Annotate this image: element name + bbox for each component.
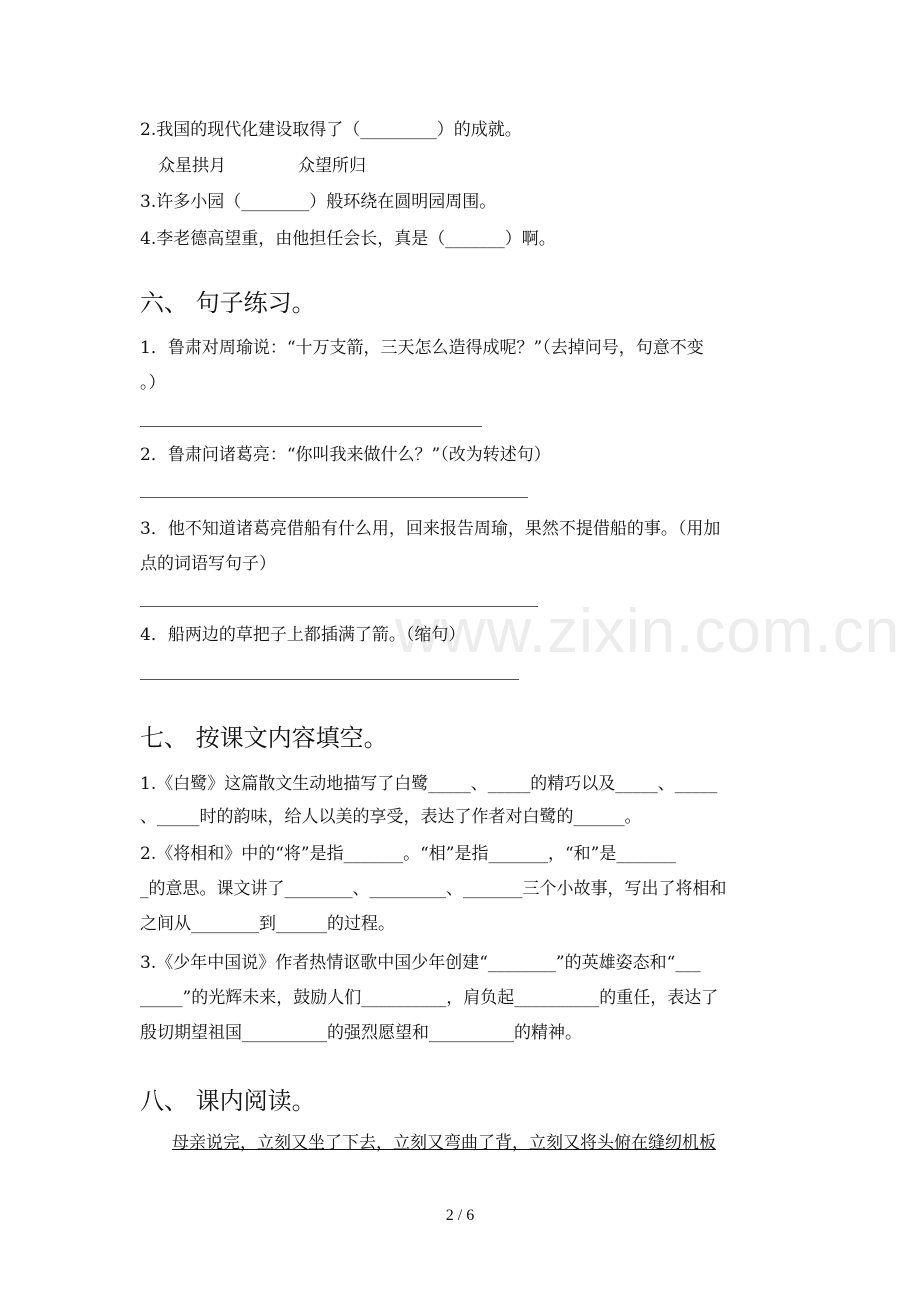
answer-line-6-1[interactable] (140, 426, 482, 427)
question-6-4: 4．船两边的草把子上都插满了箭。（缩句） (140, 625, 466, 645)
question-7-1-line1: 1.《白鹭》这篇散文生动地描写了白鹭_____、_____的精巧以及_____、_____ (140, 774, 718, 794)
option-2: 众望所归 (298, 156, 366, 176)
answer-line-6-3[interactable] (140, 606, 538, 607)
answer-line-6-2[interactable] (140, 497, 528, 498)
question-7-3-line1: 3.《少年中国说》作者热情讴歌中国少年创建“________”的英雄姿态和“___ (140, 953, 701, 973)
question-7-2-line3: 之间从________到______的过程。 (140, 914, 395, 934)
question-7-3-line2: _____”的光辉未来，鼓励人们__________，肩负起__________的重任，表达了 (140, 988, 719, 1008)
question-7-2-line1: 2.《将相和》中的“将”是指_______。“相”是指_______，“和”是_______ (140, 844, 676, 864)
page-number: 2 / 6 (445, 1207, 475, 1224)
question-7-2-line2: _的意思。课文讲了________、_________、_______三个小故事，写出了将相和 (140, 879, 727, 899)
section-7-title: 七、 按课文内容填空。 (140, 724, 388, 752)
question-5-2: 2.我国的现代化建设取得了（_________）的成就。 (140, 120, 522, 140)
section-8-title: 八、 课内阅读。 (140, 1087, 316, 1115)
question-6-1-line2: 。） (140, 373, 166, 393)
question-7-1-line2: 、_____时的韵味，给人以美的享受，表达了作者对白鹭的______。 (140, 807, 642, 827)
question-5-3: 3.许多小园（________）般环绕在圆明园周围。 (140, 192, 497, 212)
question-6-1-line1: 1．鲁肃对周瑜说：“十万支箭，三天怎么造得成呢？”（去掉问号，句意不变 (140, 338, 704, 358)
answer-line-6-4[interactable] (140, 679, 519, 680)
option-1: 众星拱月 (158, 156, 226, 176)
reading-passage-line1: 母亲说完，立刻又坐了下去，立刻又弯曲了背，立刻又将头俯在缝纫机板 (172, 1133, 716, 1153)
section-6-title: 六、 句子练习。 (140, 289, 316, 317)
question-5-4: 4.李老德高望重，由他担任会长，真是（_______）啊。 (140, 229, 556, 249)
question-6-3-line1: 3．他不知道诸葛亮借船有什么用，回来报告周瑜，果然不提借船的事。（用加 (140, 519, 721, 539)
question-6-2: 2．鲁肃问诸葛亮：“你叫我来做什么？”（改为转述句） (140, 445, 551, 465)
watermark: www.zixin.com.cn (395, 597, 901, 666)
question-7-3-line3: 殷切期望祖国__________的强烈愿望和__________的精神。 (140, 1023, 582, 1043)
question-6-3-line2: 点的词语写句子） (140, 554, 276, 574)
